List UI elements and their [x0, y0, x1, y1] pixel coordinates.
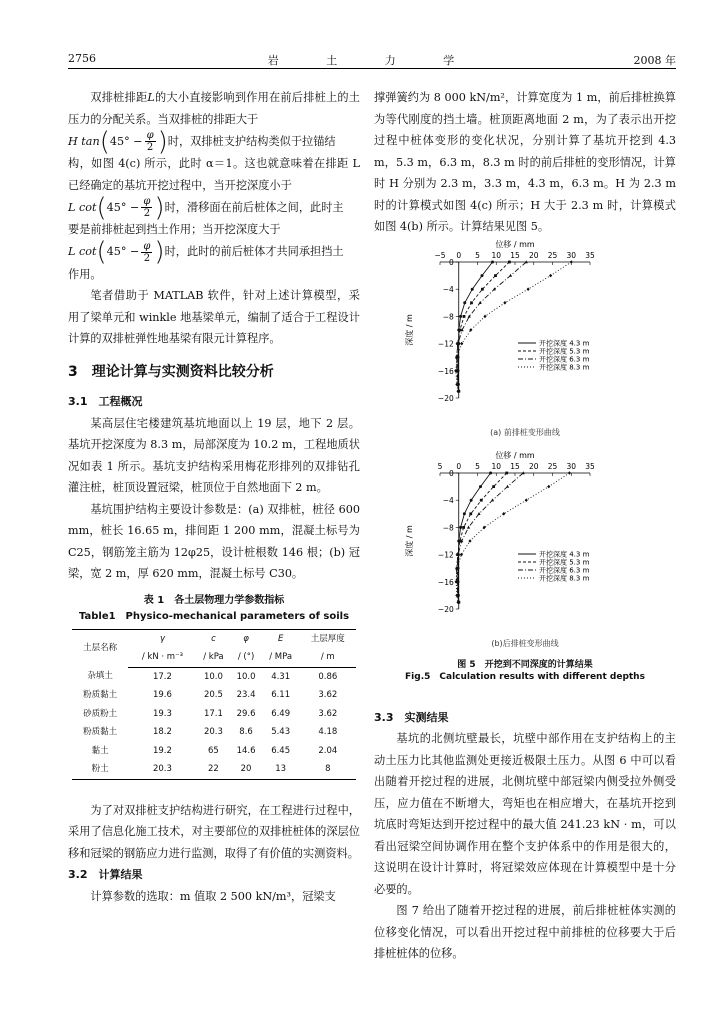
- series-line-4: [456, 262, 572, 391]
- table-cell: 黏土: [91, 745, 109, 756]
- legend-entry: 开挖深度 5.3 m: [539, 347, 590, 355]
- legend-entry: 开挖深度 6.3 m: [539, 355, 590, 363]
- data-point: [479, 301, 482, 304]
- x-tick-label: 10: [491, 462, 502, 471]
- subsection-3-1: 3.1 工程概况: [68, 395, 143, 408]
- data-point: [469, 512, 472, 515]
- year: 2008 年: [633, 54, 676, 67]
- x-tick-label: 30: [566, 462, 577, 471]
- subsection-3-3: 3.3 实测结果: [374, 710, 449, 724]
- table-cell: 18.2: [152, 727, 172, 737]
- table-cell: 6.45: [271, 745, 291, 756]
- data-point: [505, 472, 508, 475]
- x-tick-label: 20: [528, 250, 539, 260]
- y-tick-label: −12: [437, 339, 454, 349]
- table-cell: 2.04: [318, 745, 338, 756]
- table-cell: 13: [262, 760, 300, 779]
- x-axis-label: 位移 / mm: [495, 239, 535, 249]
- table-cell: 20.3: [203, 727, 223, 737]
- table-row: [72, 723, 356, 742]
- data-point: [477, 512, 480, 515]
- table-cell: 29.6: [236, 708, 256, 719]
- table-cell: 23.4: [236, 690, 256, 700]
- table-row: [72, 742, 356, 761]
- x-tick-label: 25: [547, 250, 558, 260]
- chart-b-caption: (b)后排桩变形曲线: [491, 639, 559, 648]
- col-symbol: φ: [230, 629, 261, 648]
- table-cell: 粉土: [72, 760, 128, 779]
- formula-1: H tan ( 45° − $\frac{\varphi}{2}$ ) 时，双排桩支护结构类似于拉锚结: [68, 126, 336, 157]
- table-cell: 20.3: [128, 760, 196, 779]
- figure-caption-cn: 图 5 开挖到不同深度的计算结果: [457, 659, 593, 670]
- right-column: [374, 87, 676, 965]
- x-tick-label: 20: [528, 462, 539, 471]
- data-point: [509, 273, 512, 276]
- paragraph-continued-2: 要是前排桩起到挡土作用；当开挖深度大于: [68, 223, 281, 236]
- data-point: [568, 471, 571, 475]
- table-cell: 3.62: [318, 690, 338, 700]
- col-unit: / (°): [230, 648, 261, 667]
- data-point: [481, 287, 484, 290]
- table-cell: 17.2: [152, 671, 172, 682]
- y-tick-label: 0: [448, 257, 454, 267]
- y-tick-label: −8: [442, 523, 454, 533]
- y-axis-label: 深度 / m: [405, 313, 414, 346]
- series-line-4: [456, 473, 569, 602]
- col-symbol: 土层厚度: [300, 629, 356, 648]
- x-tick-label: 25: [547, 462, 558, 471]
- y-tick-label: −8: [442, 311, 454, 321]
- data-point: [494, 274, 497, 277]
- data-point: [547, 485, 550, 489]
- col-unit: / kN · m⁻³: [128, 648, 196, 667]
- paragraph-measured: 基坑的北侧坑壁最长，坑壁中部作用在支护结构上的主动土压力比其他监测处更接近极限土压力。从图 6 中可以看出随着开挖过程的进展，北侧坑壁中部冠梁内侧受拉外侧受压，应力值在不断增大，弯矩也在相应增大，在基坑开挖到坑底时弯矩达到开挖过程中的最大值 241.23 kN · m，可以看出冠梁空间协调作用在整个支护体系中的作用是很大的，这说明在设计计算时，将冠梁效应体现在计算模型中是十分必要的。: [374, 732, 676, 896]
- y-axis-label: 深度 / m: [405, 525, 414, 557]
- x-tick-label: 0: [456, 250, 462, 260]
- data-point: [463, 512, 466, 515]
- data-point: [471, 287, 474, 290]
- paragraph-calc-params: 计算参数的选取：m 值取 2 500 kN/m³，冠梁支: [90, 889, 336, 903]
- paragraph-row-spacing: 双排桩排距L的大小直接影响到作用在前后排桩上的土压力的分配关系。当双排桩的排距大于: [68, 91, 360, 126]
- col-soil-name: 土层名称: [72, 629, 128, 667]
- chart-front-pile: [400, 238, 640, 422]
- data-point: [462, 526, 465, 529]
- y-tick-label: −4: [442, 496, 454, 506]
- table-caption-cn: 表 1 各土层物理力学参数指标: [143, 594, 285, 606]
- table-cell: 4.31: [271, 671, 291, 682]
- data-point: [467, 526, 470, 529]
- legend-entry: 开挖深度 6.3 m: [539, 566, 590, 575]
- data-point: [470, 301, 473, 304]
- chart-rear-pile: [400, 449, 640, 633]
- x-tick-label: 35: [585, 462, 595, 471]
- col-unit: / MPa: [262, 648, 300, 667]
- table-cell: 19.2: [152, 745, 172, 756]
- formula-3: L cot ( 45° − $\frac{\varphi}{2}$ ) 时，此时的前后桩体才共同承担挡土: [68, 237, 344, 267]
- y-tick-label: 0: [448, 469, 454, 478]
- data-point: [525, 498, 528, 502]
- data-point: [463, 301, 466, 304]
- table-cell: 4.18: [318, 727, 338, 737]
- table-cell: 10.0: [236, 671, 256, 682]
- data-point: [506, 485, 509, 488]
- table-cell: 粉质黏土: [83, 727, 118, 737]
- paragraph-calc-continued: 撑弹簧约为 8 000 kN/m²，计算宽度为 1 m，前后排桩换算为等代刚度的挡土墙。桩顶距离地面 2 m，为了表示出开挖过程中桩体变形的变化状况，分别计算了基坑开挖到 4.3 m，5.3 m，6.3 m，8.3 m 时的前后排桩的变形情况，计算时 H 分别为 2.3 m，3.3 m，4.3 m，6.3 m。H 为 2.3 m 时的计算模式如图 4(c) 所示；H 大于 2.3 m 时，计算模式如图 4(b) 所示。计算结果见图 5。: [374, 91, 676, 233]
- paragraph-matlab: 笔者借助于 MATLAB 软件，针对上述计算模型，采用了梁单元和 winkle 地基梁单元，编制了适合于工程设计计算的双排桩弹性地基梁有限元计算程序。: [68, 289, 360, 345]
- x-tick-label: 30: [566, 250, 577, 260]
- table-cell: 8.6: [239, 727, 253, 737]
- data-point: [492, 485, 495, 488]
- table-cell: 8: [300, 760, 356, 779]
- paragraph-monitoring: 为了对双排桩支护结构进行研究，在工程进行过程中，采用了信息化施工技术，对主要部位的双排桩桩体的深层位移和冠梁的钢筋应力进行监测，取得了有价值的实测资料。: [68, 803, 360, 860]
- x-tick-label: 15: [510, 250, 520, 260]
- table-cell: 10.0: [203, 671, 223, 682]
- col-unit: / m: [300, 648, 356, 667]
- x-tick-label: 5: [475, 250, 480, 260]
- data-point: [527, 287, 530, 291]
- data-point: [549, 273, 552, 277]
- legend-entry: 开挖深度 4.3 m: [539, 339, 590, 347]
- data-point: [468, 539, 471, 543]
- data-point: [480, 499, 483, 502]
- col-unit: / kPa: [197, 648, 231, 667]
- series-line-3: [457, 262, 527, 391]
- y-tick-label: −20: [437, 605, 454, 614]
- header-rule: [68, 68, 676, 69]
- left-column: [68, 87, 360, 907]
- y-tick-label: −12: [437, 550, 454, 560]
- table-cell: 22: [197, 760, 231, 779]
- chart-a-caption: (a) 前排桩变形曲线: [490, 427, 560, 437]
- x-tick-label: 15: [510, 462, 520, 471]
- data-point: [460, 341, 463, 345]
- table-cell: 6.49: [271, 708, 291, 719]
- x-tick-label: 5: [437, 462, 443, 471]
- subsection-3-2: 3.2 计算结果: [68, 868, 143, 881]
- x-tick-label: 35: [585, 250, 595, 260]
- data-point: [491, 498, 494, 501]
- data-point: [570, 260, 573, 264]
- paragraph-fig7: 图 7 给出了随着开挖过程的进展，前后排桩桩体实测的位移变化情况，可以看出开挖过程中前排桩的位移要大于后排桩桩体的位移。: [374, 904, 676, 960]
- formula-2: L cot ( 45° − $\frac{\varphi}{2}$ ) 时，滑移面在前后桩体之间，此时主: [68, 192, 344, 223]
- table-cell: 6.11: [271, 690, 291, 700]
- paragraph-end: 作用。: [68, 267, 102, 281]
- table-row: [72, 667, 356, 686]
- legend-entry: 开挖深度 5.3 m: [539, 558, 590, 567]
- paragraph-continued: 构，如图 4(c) 所示，此时 α＝1。这也就意味着在排距 L 已经确定的基坑开挖过程中，当开挖深度小于: [68, 157, 360, 192]
- table-cell: 粉质黏土: [83, 690, 118, 700]
- table-caption-en: Table1 Physico-mechanical parameters of soils: [78, 610, 350, 622]
- table-cell: 65: [208, 745, 219, 756]
- legend-entry: 开挖深度 8.3 m: [539, 363, 590, 371]
- x-tick-label: 5: [475, 462, 480, 471]
- table-cell: 0.86: [318, 671, 338, 682]
- series-line-3: [457, 473, 524, 602]
- table-header-row: [72, 629, 356, 648]
- section-3-heading: 3 理论计算与实测资料比较分析: [68, 363, 274, 380]
- data-point: [489, 472, 492, 475]
- table-cell: 砂质粉土: [83, 708, 118, 719]
- paragraph-project: 某高层住宅楼建筑基坑地面以上 19 层，地下 2 层。基坑开挖深度为 8.3 m，局部深度为 10.2 m，工程地质状况如表 1 所示。基坑支护结构采用梅花形排列的双排钻孔灌注桩，桩顶设置冠梁，桩顶位于自然地面下 2 m。: [68, 416, 360, 494]
- table-cell: 14.6: [236, 745, 256, 756]
- table-cell: 20.5: [203, 690, 223, 700]
- table-cell: 19.3: [152, 708, 172, 719]
- data-point: [508, 260, 511, 263]
- data-point: [481, 274, 484, 277]
- legend-entry: 开挖深度 8.3 m: [539, 574, 590, 583]
- series-line-1: [458, 262, 493, 391]
- table-cell: 17.1: [203, 708, 223, 719]
- table-cell: 3.62: [318, 708, 338, 719]
- y-tick-label: −20: [437, 393, 454, 403]
- data-point: [459, 314, 462, 317]
- table-cell: 19.6: [152, 690, 172, 700]
- y-tick-label: −16: [437, 577, 454, 587]
- legend-entry: 开挖深度 4.3 m: [539, 550, 590, 559]
- data-point: [479, 485, 482, 488]
- col-symbol: γ: [128, 629, 196, 648]
- data-point: [503, 301, 506, 305]
- col-symbol: c: [197, 629, 231, 648]
- x-tick-label: 10: [491, 250, 502, 260]
- table-cell: 杂填土: [87, 671, 113, 682]
- table-row: [72, 705, 356, 724]
- y-tick-label: −4: [442, 284, 454, 294]
- data-point: [483, 314, 486, 318]
- series-line-2: [457, 262, 510, 391]
- x-tick-label: −5: [434, 250, 446, 260]
- figure-caption-en: Fig.5 Calculation results with different depths: [405, 671, 645, 682]
- table-row: [72, 760, 356, 779]
- data-point: [470, 499, 473, 502]
- table-cell: 20: [230, 760, 261, 779]
- x-axis-label: 位移 / mm: [495, 451, 535, 460]
- y-tick-label: −16: [437, 366, 454, 376]
- series-line-1: [458, 473, 491, 602]
- paragraph-design-params: 基坑围护结构主要设计参数是：(a) 双排桩，桩径 600 mm，桩长 16.65 m，排间距 1 200 mm，混凝土标号为 C25，钢筋笼主筋为 12φ25，设计桩根数 146 根；(b) 冠梁，宽 2 m，厚 620 mm，混凝土标号 C30。: [68, 502, 360, 580]
- page-number: 2756: [68, 52, 96, 65]
- table-cell: 5.43: [271, 727, 291, 737]
- data-point: [463, 315, 466, 318]
- series-line-2: [457, 473, 507, 602]
- table-row: [72, 686, 356, 705]
- col-symbol: E: [262, 629, 300, 648]
- data-point: [459, 526, 462, 529]
- journal-name: 岩 土 力 学: [267, 54, 477, 67]
- soil-parameter-table: [72, 629, 356, 780]
- x-tick-label: 0: [456, 462, 462, 471]
- data-point: [491, 260, 494, 263]
